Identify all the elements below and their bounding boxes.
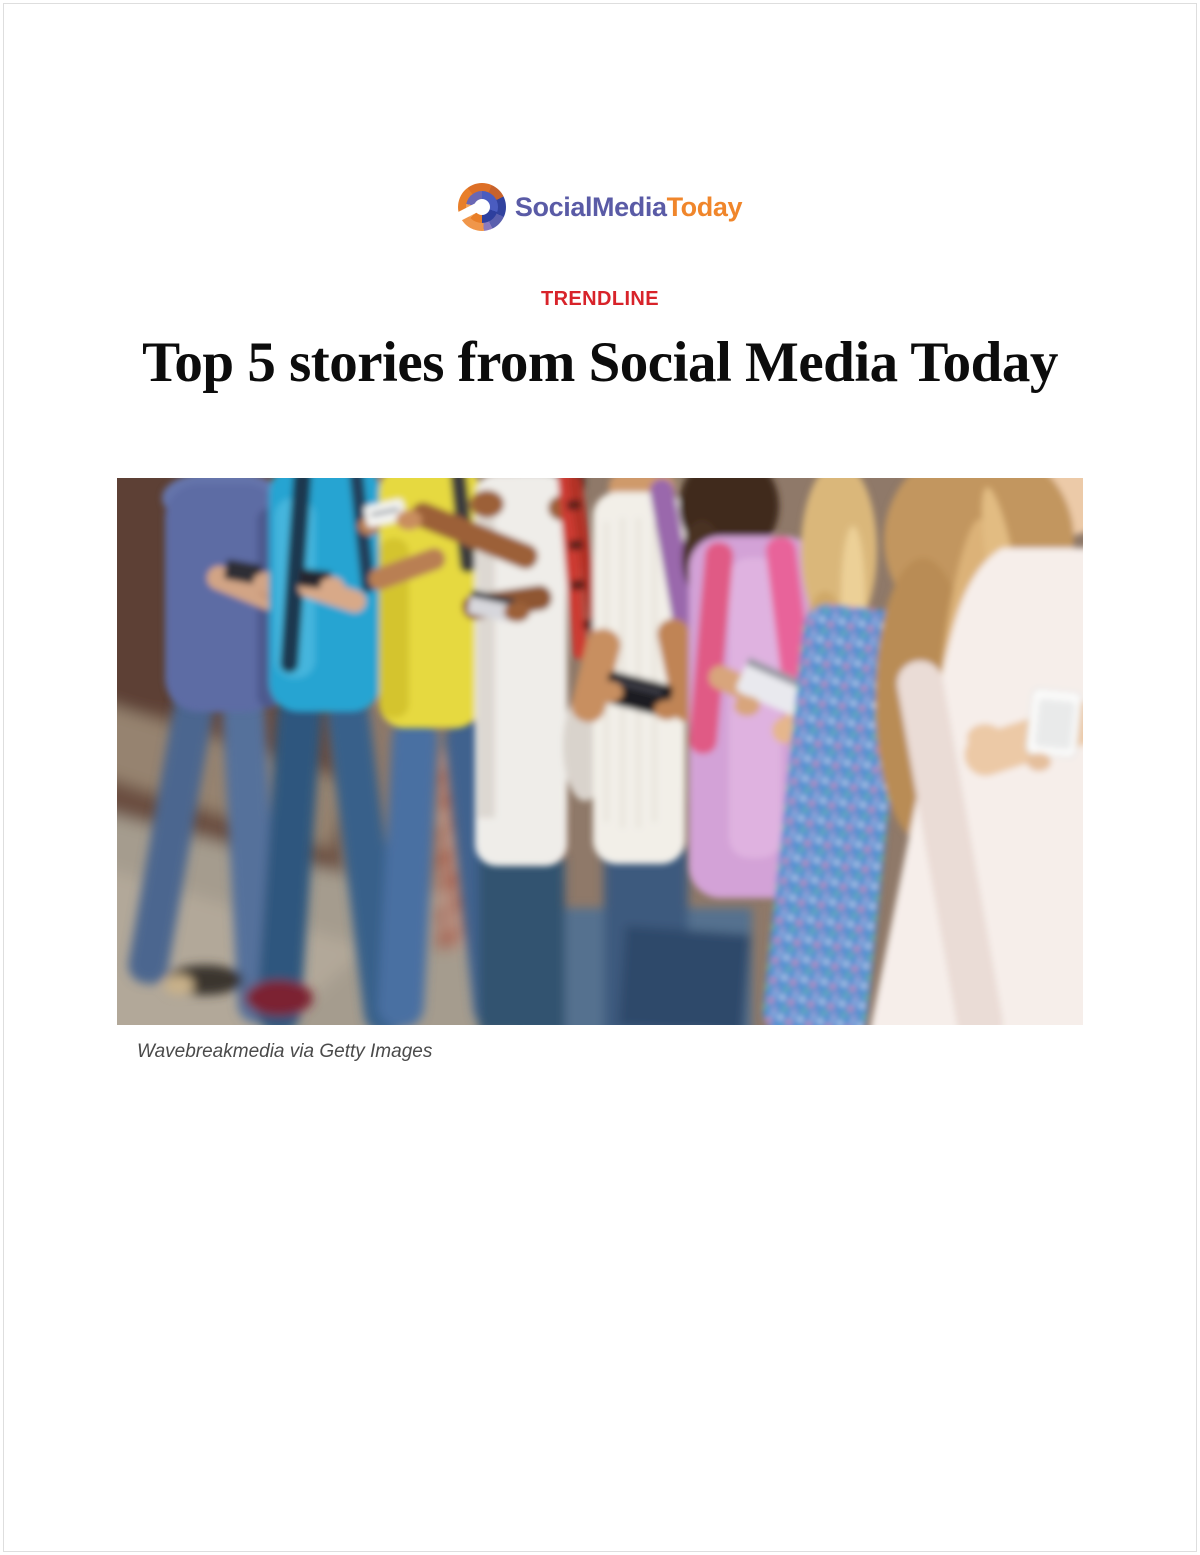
maroon-shoe (245, 980, 313, 1016)
jeans (479, 858, 565, 1025)
hero-caption: Wavebreakmedia via Getty Images (137, 1041, 433, 1063)
socialmediatoday-swirl-icon (458, 183, 506, 231)
kicker: TRENDLINE (540, 288, 660, 310)
hero-photo (117, 478, 1083, 1025)
child-cyan-shirt (269, 478, 381, 712)
girl-pale-top (865, 478, 1083, 1025)
jeans (619, 926, 751, 1025)
article-title: Top 5 stories from Social Media Today (142, 331, 1058, 394)
brand-name-secondary: Today (666, 192, 743, 222)
shoe-toe (164, 975, 194, 995)
content-column (117, 0, 1083, 1063)
brand-logo[interactable] (458, 183, 742, 231)
brand-name-primary: SocialMedia (514, 192, 667, 222)
article (117, 288, 1083, 1063)
hero-figure (117, 478, 1083, 1063)
masthead (117, 183, 1083, 231)
brand-name (515, 183, 742, 231)
